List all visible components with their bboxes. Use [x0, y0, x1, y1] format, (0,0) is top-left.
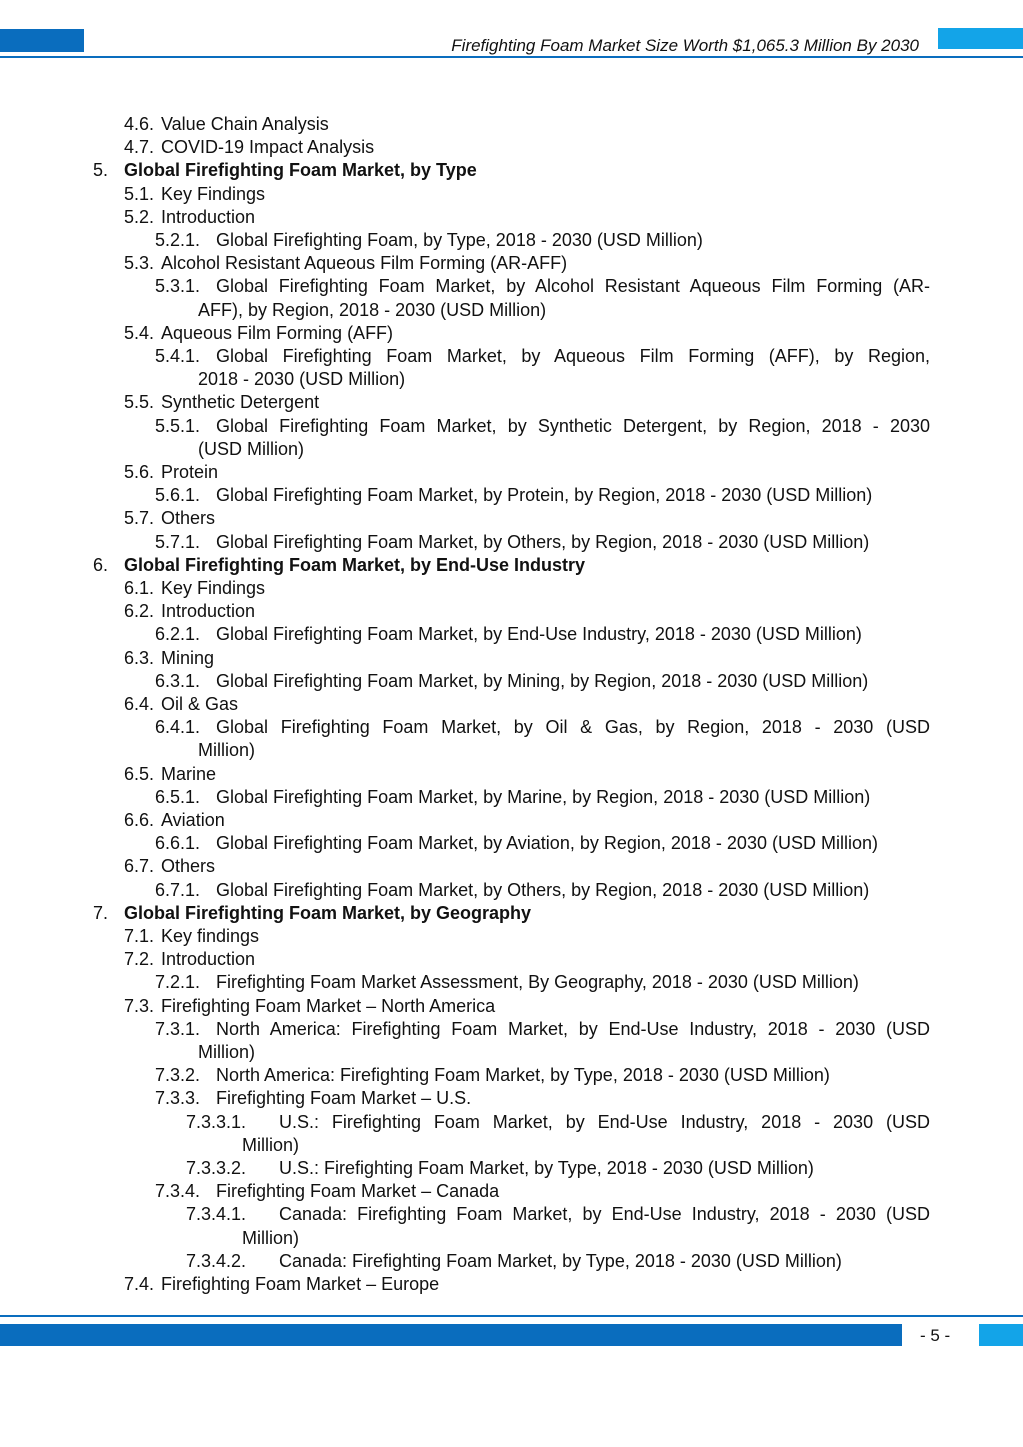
- header-title: Firefighting Foam Market Size Worth $1,065.3 Million By 2030: [451, 36, 919, 55]
- toc-entry-title: Global Firefighting Foam Market, by Protein, by Region, 2018 - 2030 (USD Million): [216, 485, 873, 506]
- toc-entry-title: Firefighting Foam Market – Canada: [216, 1181, 500, 1202]
- toc-entry-number: 6.5.1.: [155, 786, 201, 807]
- footer-bar: [0, 1324, 902, 1346]
- toc-entry-number: 6.2.1.: [155, 624, 201, 645]
- toc-entry-number: 5.3.1.: [155, 276, 201, 297]
- toc-entry-title: Aqueous Film Forming (AFF): [161, 322, 394, 343]
- toc-entry-number: 4.7.: [124, 137, 155, 158]
- toc-entry-title: Global Firefighting Foam Market, by Marine, by Region, 2018 - 2030 (USD Million): [216, 786, 871, 807]
- toc-entry-title: Global Firefighting Foam Market, by Others, by Region, 2018 - 2030 (USD Million): [216, 531, 870, 552]
- toc-entry-title-continued: Million): [198, 740, 256, 761]
- header-rule: [0, 56, 1023, 58]
- toc-entry-title: Global Firefighting Foam Market, by End-Use Industry: [124, 554, 586, 575]
- toc-entry-number: 6.6.1.: [155, 833, 201, 854]
- toc-entry-title: Key Findings: [161, 183, 266, 204]
- toc-entry-number: 7.3.1.: [155, 1018, 201, 1039]
- page-number: - 5 -: [920, 1326, 951, 1345]
- toc-entry-title: Oil & Gas: [161, 694, 239, 714]
- toc-entry-title: Global Firefighting Foam Market, by End-Use Industry, 2018 - 2030 (USD Million): [216, 624, 862, 645]
- toc-entry-number: 7.3.: [124, 995, 155, 1016]
- toc-entry-title: Firefighting Foam Market – North America: [161, 995, 496, 1016]
- toc-entry-number: 5.7.: [124, 508, 155, 529]
- toc-entry-title: Global Firefighting Foam Market, by Type: [124, 160, 477, 181]
- toc-entry-title: Global Firefighting Foam Market, by Aviation, by Region, 2018 - 2030 (USD Million): [216, 833, 878, 854]
- toc-entry-number: 7.4.: [124, 1274, 155, 1294]
- toc-entry-title-continued: Million): [198, 1041, 256, 1062]
- toc-entry-number: 5.4.1.: [155, 346, 201, 366]
- toc-entry-title: Canada: Firefighting Foam Market, by End-Use Industry, 2018 - 2030 (USD: [279, 1204, 930, 1225]
- toc-entry-title: Key Findings: [161, 578, 266, 598]
- toc-entry-number: 5.5.1.: [155, 415, 201, 436]
- toc-entry-title-continued: Million): [242, 1227, 300, 1248]
- toc-entry-title: Synthetic Detergent: [161, 392, 320, 413]
- toc-entry-number: 5.: [93, 160, 109, 181]
- footer-rule: [0, 1315, 1023, 1317]
- toc-entry-title: Global Firefighting Foam Market, by Aqueous Film Forming (AFF), by Region,: [216, 346, 930, 366]
- toc-entry-number: 5.7.1.: [155, 531, 201, 552]
- toc-entry-title: Global Firefighting Foam Market, by Others, by Region, 2018 - 2030 (USD Million): [216, 879, 870, 900]
- toc-entry-title: Introduction: [161, 601, 256, 622]
- toc-entry-number: 5.4.: [124, 322, 155, 343]
- toc-entry-title-continued: Million): [242, 1134, 300, 1155]
- toc-entry-title: U.S.: Firefighting Foam Market, by Type, 2018 - 2030 (USD Million): [279, 1158, 814, 1178]
- toc-entry-number: 6.7.1.: [155, 879, 201, 900]
- toc-entry-number: 7.: [93, 902, 109, 923]
- toc-entry-title: Global Firefighting Foam, by Type, 2018 - 2030 (USD Million): [216, 230, 703, 250]
- toc-entry-title: Introduction: [161, 949, 256, 970]
- toc-entry-number: 6.4.1.: [155, 717, 201, 738]
- toc-entry-number: 7.3.4.2.: [186, 1250, 247, 1271]
- toc-entry-title: Global Firefighting Foam Market, by Alcohol Resistant Aqueous Film Forming (AR-: [216, 276, 930, 297]
- toc-entry-title: Firefighting Foam Market – Europe: [161, 1274, 440, 1294]
- toc-entry-number: 5.3.: [124, 253, 155, 274]
- toc-entry-number: 6.3.: [124, 647, 155, 668]
- toc-entry-title-continued: AFF), by Region, 2018 - 2030 (USD Million): [198, 299, 547, 320]
- toc-entry-number: 7.3.4.1.: [186, 1204, 247, 1225]
- toc-entry-title: COVID-19 Impact Analysis: [161, 137, 375, 158]
- toc-entry-title: Protein: [161, 462, 219, 482]
- toc-entry-title: Firefighting Foam Market – U.S.: [216, 1088, 472, 1109]
- toc-entry-title: Global Firefighting Foam Market, by Synthetic Detergent, by Region, 2018 - 2030: [216, 415, 930, 436]
- toc-entry-number: 6.5.: [124, 763, 155, 784]
- toc-entry-number: 5.1.: [124, 183, 155, 204]
- toc-entry-number: 6.: [93, 554, 109, 575]
- toc-entry-title: Global Firefighting Foam Market, by Geography: [124, 902, 532, 923]
- toc-entry-number: 7.3.3.1.: [186, 1111, 247, 1132]
- toc-entry-title-continued: 2018 - 2030 (USD Million): [198, 369, 406, 390]
- toc-entry-number: 6.4.: [124, 694, 155, 714]
- toc-entry-title: U.S.: Firefighting Foam Market, by End-Use Industry, 2018 - 2030 (USD: [279, 1111, 930, 1132]
- toc-entry-number: 5.5.: [124, 392, 155, 413]
- toc-entry-title: Key findings: [161, 926, 260, 946]
- toc-entry-title: Introduction: [161, 206, 256, 227]
- toc-entry-number: 5.2.1.: [155, 230, 201, 250]
- toc-entry-title: Others: [161, 508, 216, 529]
- toc-entry-number: 7.3.3.2.: [186, 1158, 247, 1178]
- toc-entry-title: Mining: [161, 647, 215, 668]
- toc-entry-title: Marine: [161, 763, 217, 784]
- toc-entry-number: 7.3.2.: [155, 1065, 201, 1086]
- toc-entry-title: Others: [161, 856, 216, 877]
- toc-entry-number: 7.3.4.: [155, 1181, 201, 1202]
- toc-entry-title: North America: Firefighting Foam Market, by End-Use Industry, 2018 - 2030 (USD: [216, 1018, 930, 1039]
- toc-entry-title: North America: Firefighting Foam Market, by Type, 2018 - 2030 (USD Million): [216, 1065, 830, 1086]
- toc-entry-title: Value Chain Analysis: [161, 114, 329, 134]
- toc-entry-number: 5.2.: [124, 206, 155, 227]
- toc-entry-number: 7.2.1.: [155, 972, 201, 993]
- header-accent-right: [938, 28, 1023, 49]
- toc-entry-title: Alcohol Resistant Aqueous Film Forming (AR-AFF): [161, 253, 568, 274]
- toc-entry-title: Aviation: [161, 810, 225, 830]
- toc-entry-title: Global Firefighting Foam Market, by Mining, by Region, 2018 - 2030 (USD Million): [216, 670, 869, 691]
- toc-entry-number: 4.6.: [124, 114, 155, 134]
- toc-entry-number: 7.2.: [124, 949, 155, 970]
- toc-entry-number: 6.1.: [124, 578, 155, 598]
- toc-entry-title: Canada: Firefighting Foam Market, by Type, 2018 - 2030 (USD Million): [279, 1250, 842, 1271]
- footer-accent-right: [979, 1324, 1023, 1346]
- toc-entry-number: 7.1.: [124, 926, 155, 946]
- toc-entry-number: 6.6.: [124, 810, 155, 830]
- toc-entry-number: 5.6.: [124, 462, 155, 482]
- toc-entry-number: 7.3.3.: [155, 1088, 201, 1109]
- toc-entry-title: Firefighting Foam Market Assessment, By Geography, 2018 - 2030 (USD Million): [216, 972, 859, 993]
- toc-entry-title: Global Firefighting Foam Market, by Oil & Gas, by Region, 2018 - 2030 (USD: [216, 717, 930, 738]
- toc-entry-number: 6.2.: [124, 601, 155, 622]
- toc-entry-number: 6.3.1.: [155, 670, 201, 691]
- toc-entry-number: 6.7.: [124, 856, 155, 877]
- toc-entry-title-continued: (USD Million): [198, 438, 305, 459]
- toc-entry-number: 5.6.1.: [155, 485, 201, 506]
- header-accent-left: [0, 29, 84, 52]
